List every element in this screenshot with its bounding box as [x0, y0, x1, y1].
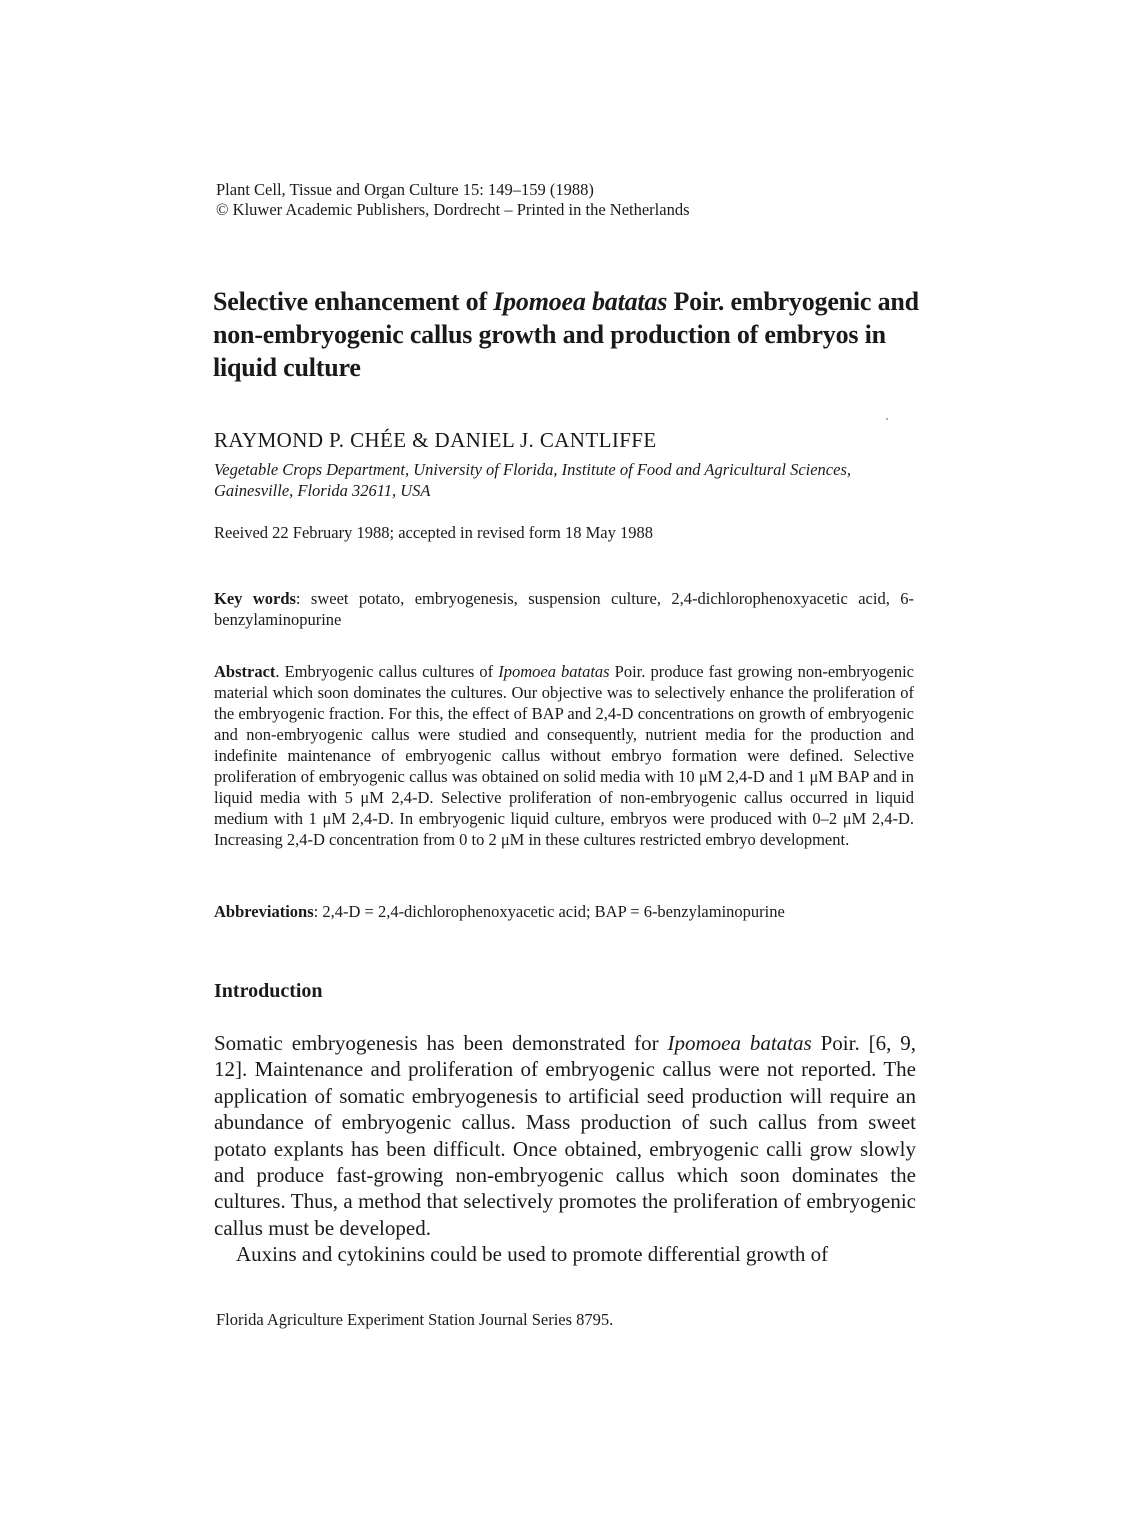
abbreviations-label: Abbreviations: [214, 902, 314, 921]
introduction-heading: Introduction: [214, 980, 323, 1002]
publisher-line: © Kluwer Academic Publishers, Dordrecht – Printed in the Netherlands: [216, 200, 690, 219]
abstract-label: Abstract: [214, 662, 276, 681]
introduction-body: [214, 1030, 916, 1268]
keywords: [214, 588, 914, 630]
footnote: Florida Agriculture Experiment Station Journal Series 8795.: [216, 1310, 614, 1329]
scan-speck: [886, 418, 888, 420]
affiliation: Vegetable Crops Department, University of Florida, Institute of Food and Agricultural Sciences, Gainesville, Florida 32611, USA: [214, 460, 851, 500]
abbreviations-text: : 2,4-D = 2,4-dichlorophenoxyacetic acid; BAP = 6-benzylaminopurine: [313, 902, 785, 921]
intro-p1-part1: Somatic embryogenesis has been demonstrated for: [214, 1031, 668, 1055]
introduction-paragraph-1: [214, 1030, 916, 1241]
title-part2: Poir. embryogenic and non-embryogenic callus growth and production of embryos in liquid culture: [213, 287, 919, 382]
title-species: Ipomoea batatas: [493, 287, 668, 316]
title-part1: Selective enhancement of: [213, 287, 494, 316]
journal-citation: Plant Cell, Tissue and Organ Culture 15: 149–159 (1988): [216, 180, 594, 199]
abstract-text-1: . Embryogenic callus cultures of: [275, 662, 499, 681]
keywords-label: Key words: [214, 589, 296, 608]
authors: RAYMOND P. CHÉE & DANIEL J. CANTLIFFE: [214, 428, 657, 452]
abstract-species: Ipomoea batatas: [498, 662, 610, 681]
abbreviations: [214, 901, 914, 922]
introduction-paragraph-2: Auxins and cytokinins could be used to promote differential growth of: [236, 1242, 829, 1267]
received-date: Reeived 22 February 1988; accepted in revised form 18 May 1988: [214, 523, 653, 542]
abstract: [214, 661, 914, 850]
keywords-text: : sweet potato, embryogenesis, suspension culture, 2,4-dichlorophenoxyacetic acid, 6-benzylaminopurine: [214, 589, 914, 629]
intro-p1-part2: Poir. [6, 9, 12]. Maintenance and proliferation of embryogenic callus were not reported. The application of somatic embryogenesis to artificial seed production will require an abundance of embryogenic callus. Mass production of such callus from sweet potato explants has been difficult. Once obtained, embryogenic calli grow slowly and produce fast-growing non-embryogenic callus which soon dominates the cultures. Thus, a method that selectively promotes the proliferation of embryogenic callus must be developed.: [214, 1031, 917, 1240]
abstract-text-2: Poir. produce fast growing non-embryogenic material which soon dominates the cultures. Our objective was to selectively enhance the proliferation of the embryogenic fraction. For this, the effect of BAP and 2,4-D concentrations on growth of embryogenic and non-embryogenic callus were studied and consequently, nutrient media for the production and indefinite maintenance of embryogenic callus without embryo formation were defined. Selective proliferation of embryogenic callus was obtained on solid media with 10 μM 2,4-D and 1 μM BAP and in liquid media with 5 μM 2,4-D. Selective proliferation of non-embryogenic callus occurred in liquid medium with 1 μM 2,4-D. In embryogenic liquid culture, embryos were produced with 0–2 μM 2,4-D. Increasing 2,4-D concentration from 0 to 2 μM in these cultures restricted embryo development.: [214, 662, 914, 849]
paper-title: [213, 285, 933, 384]
intro-p1-species: Ipomoea batatas: [667, 1031, 812, 1055]
